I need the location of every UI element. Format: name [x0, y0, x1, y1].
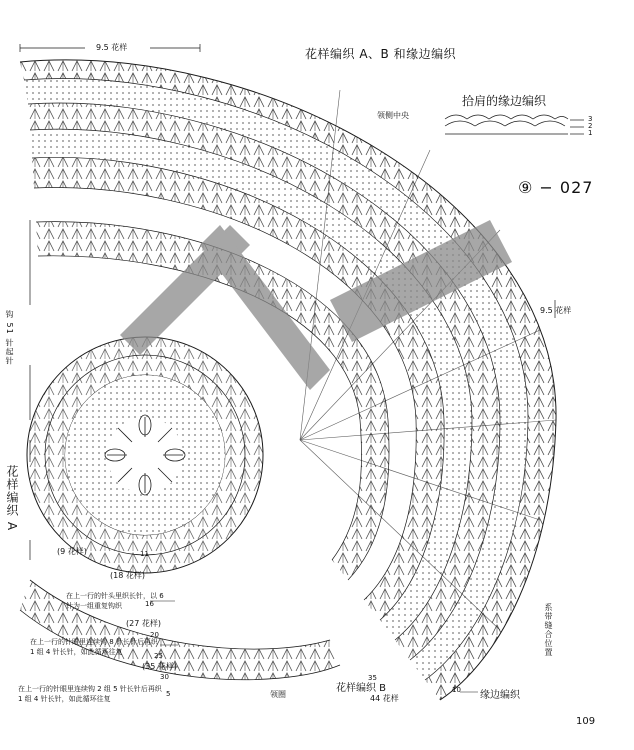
- row-number: 10: [452, 686, 461, 694]
- row-number: 5: [166, 690, 171, 698]
- row-number: 1: [588, 129, 593, 137]
- edging-title: 拾肩的缘边编织: [462, 94, 547, 108]
- edging-mini-chart: [445, 115, 584, 134]
- row-number: 16: [145, 600, 154, 608]
- row-number: 25: [154, 652, 163, 660]
- pattern-code: ⑨ − 027: [518, 178, 594, 197]
- chart-title: 花样编织 A、B 和缘边编织: [305, 47, 457, 61]
- collar-center-label: 领侧中央: [377, 111, 409, 120]
- round-9-label: (9 花样): [57, 547, 87, 556]
- note-3: 在上一行的针眼里连续钩 2 组 5 针长针后再织 1 组 4 针长针，如此循环往复: [18, 685, 162, 703]
- row-number: 11: [140, 550, 149, 558]
- note-1: 在上一行的针头里织长针，以 6 针为一组重复钩织: [66, 592, 164, 610]
- note-2: 在上一行的针眼里连续钩 8 针长针后再织 1 组 4 针长针，如此循环往复: [30, 638, 158, 656]
- row-number: 3: [588, 115, 593, 123]
- row-number: 35: [368, 674, 377, 682]
- row-number: 30: [160, 673, 169, 681]
- round-18-label: (18 花样): [110, 571, 145, 580]
- right-repeats-label: 9.5 花样: [540, 306, 572, 315]
- row-number: 2: [588, 122, 593, 130]
- motif-b-label: 花样编织 B: [336, 683, 387, 694]
- row-number: 20: [150, 631, 159, 639]
- edging-label: 缘边编织: [480, 690, 520, 701]
- top-repeats-label: 9.5 花样: [96, 43, 128, 52]
- left-stitch-label: 钩 51 针起针: [5, 310, 14, 366]
- round-27-label: (27 花样): [126, 619, 161, 628]
- page-number: 109: [576, 716, 596, 727]
- collar-label: 领圈: [270, 690, 286, 699]
- round-35-label: (35 花样): [142, 662, 177, 671]
- sleeve-mark-label: 系带缝合位置: [544, 603, 553, 657]
- motif-a-label: 花样编织 A: [5, 465, 19, 532]
- bottom-repeats-label: 44 花样: [370, 694, 399, 703]
